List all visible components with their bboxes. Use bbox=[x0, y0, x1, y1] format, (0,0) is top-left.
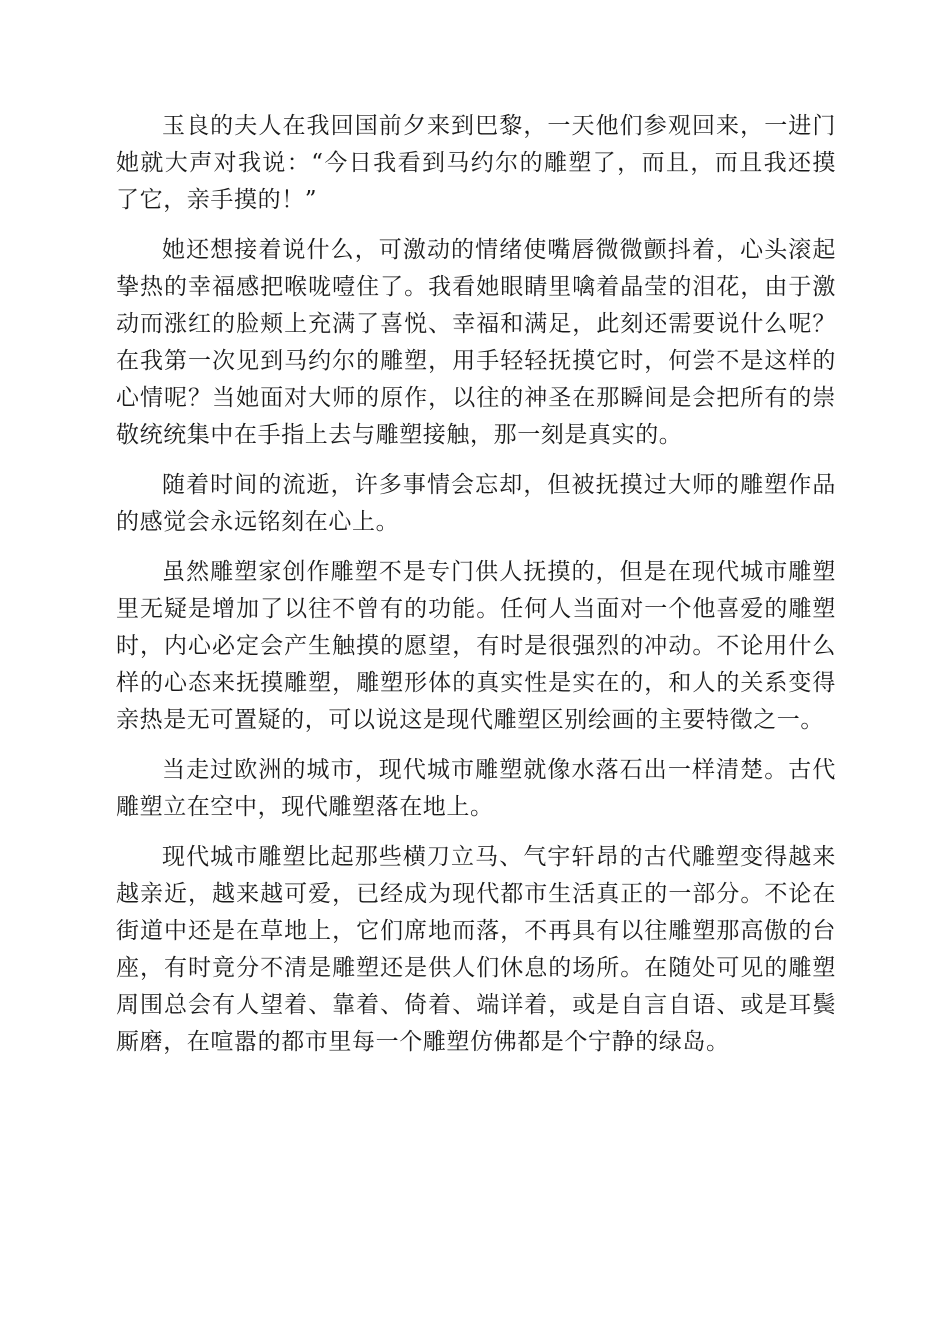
paragraph-3: 随着时间的流逝，许多事情会忘却，但被抚摸过大师的雕塑作品的感觉会永远铭刻在心上。 bbox=[116, 472, 836, 535]
paragraph-1: 玉良的夫人在我回国前夕来到巴黎，一天他们参观回来，一进门她就大声对我说：“今日我看到马约尔的雕塑了，而且，而且我还摸了它，亲手摸的！” bbox=[116, 113, 836, 213]
paragraph-5: 当走过欧洲的城市，现代城市雕塑就像水落石出一样清楚。古代雕塑立在空中，现代雕塑落在地上。 bbox=[116, 757, 836, 820]
document-body bbox=[116, 108, 836, 1074]
paragraph-2: 她还想接着说什么，可激动的情绪使嘴唇微微颤抖着，心头滚起挚热的幸福感把喉咙噎住了。我看她眼睛里噙着晶莹的泪花，由于激动而涨红的脸颊上充满了喜悦、幸福和满足，此刻还需要说什么呢？在我第一次见到马约尔的雕塑，用手轻轻抚摸它时，何尝不是这样的心情呢？当她面对大师的原作，以往的神圣在那瞬间是会把所有的崇敬统统集中在手指上去与雕塑接触，那一刻是真实的。 bbox=[116, 237, 836, 448]
paragraph-4: 虽然雕塑家创作雕塑不是专门供人抚摸的，但是在现代城市雕塑里无疑是增加了以往不曾有的功能。任何人当面对一个他喜爱的雕塑时，内心必定会产生触摸的愿望，有时是很强烈的冲动。不论用什么样的心态来抚摸雕塑，雕塑形体的真实性是实在的，和人的关系变得亲热是无可置疑的，可以说这是现代雕塑区别绘画的主要特徵之一。 bbox=[116, 559, 836, 733]
paragraph-6: 现代城市雕塑比起那些横刀立马、气宇轩昂的古代雕塑变得越来越亲近，越来越可爱，已经成为现代都市生活真正的一部分。不论在街道中还是在草地上，它们席地而落，不再具有以往雕塑那高傲的台座，有时竟分不清是雕塑还是供人们休息的场所。在随处可见的雕塑周围总会有人望着、靠着、倚着、端详着，或是自言自语、或是耳鬓厮磨，在喧嚣的都市里每一个雕塑仿佛都是个宁静的绿岛。 bbox=[116, 844, 836, 1055]
